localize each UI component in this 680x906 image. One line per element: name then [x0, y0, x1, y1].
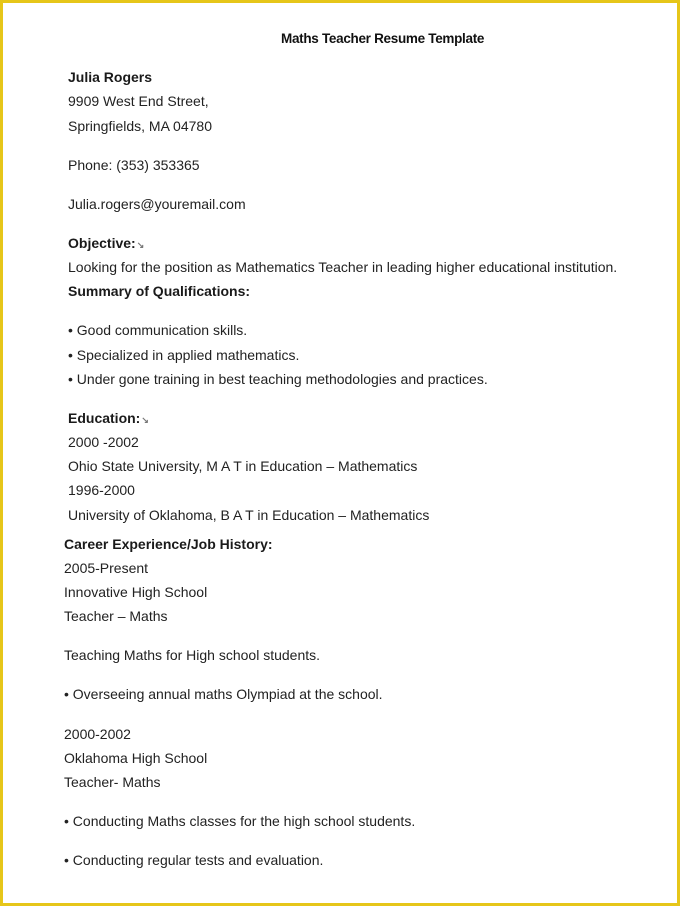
contact-name: Julia Rogers	[68, 69, 153, 85]
job-description: Teaching Maths for High school students.	[64, 647, 321, 663]
education-detail: University of Oklahoma, B A T in Education – Mathematics	[68, 507, 430, 523]
job-bullet: • Conducting Maths classes for the high school students.	[64, 813, 416, 829]
job-employer: Oklahoma High School	[64, 750, 208, 766]
objective-heading	[68, 234, 144, 254]
job-bullet: • Overseeing annual maths Olympiad at the school.	[64, 686, 383, 702]
job-role: Teacher- Maths	[64, 774, 161, 790]
qualification-item: • Specialized in applied mathematics.	[68, 347, 300, 363]
anchor-mark-icon: ↘	[136, 240, 145, 250]
job-bullet: • Conducting regular tests and evaluation.	[64, 852, 324, 868]
resume-document	[3, 3, 677, 903]
anchor-mark-icon: ↘	[141, 415, 149, 425]
education-heading-text: Education:	[68, 410, 141, 426]
objective-heading-text: Objective:	[68, 235, 136, 251]
job-employer: Innovative High School	[64, 584, 208, 600]
education-years: 1996-2000	[68, 482, 135, 498]
document-title: Maths Teacher Resume Template	[281, 31, 485, 46]
contact-address-line1: 9909 West End Street,	[68, 93, 209, 109]
career-heading: Career Experience/Job History:	[64, 536, 273, 552]
objective-text: Looking for the position as Mathematics Teacher in leading higher educational institution.	[68, 259, 618, 275]
contact-address-line2: Springfields, MA 04780	[68, 118, 212, 134]
education-years: 2000 -2002	[68, 434, 139, 450]
qualifications-heading: Summary of Qualifications:	[68, 283, 251, 299]
contact-email: Julia.rogers@youremail.com	[68, 196, 246, 212]
education-heading	[68, 409, 149, 429]
qualification-item: • Under gone training in best teaching methodologies and practices.	[68, 371, 488, 387]
job-period: 2000-2002	[64, 726, 131, 742]
education-detail: Ohio State University, M A T in Education – Mathematics	[68, 458, 418, 474]
qualification-item: • Good communication skills.	[68, 322, 248, 338]
job-role: Teacher – Maths	[64, 608, 168, 624]
job-period: 2005-Present	[64, 560, 149, 576]
contact-phone: Phone: (353) 353365	[68, 157, 200, 173]
